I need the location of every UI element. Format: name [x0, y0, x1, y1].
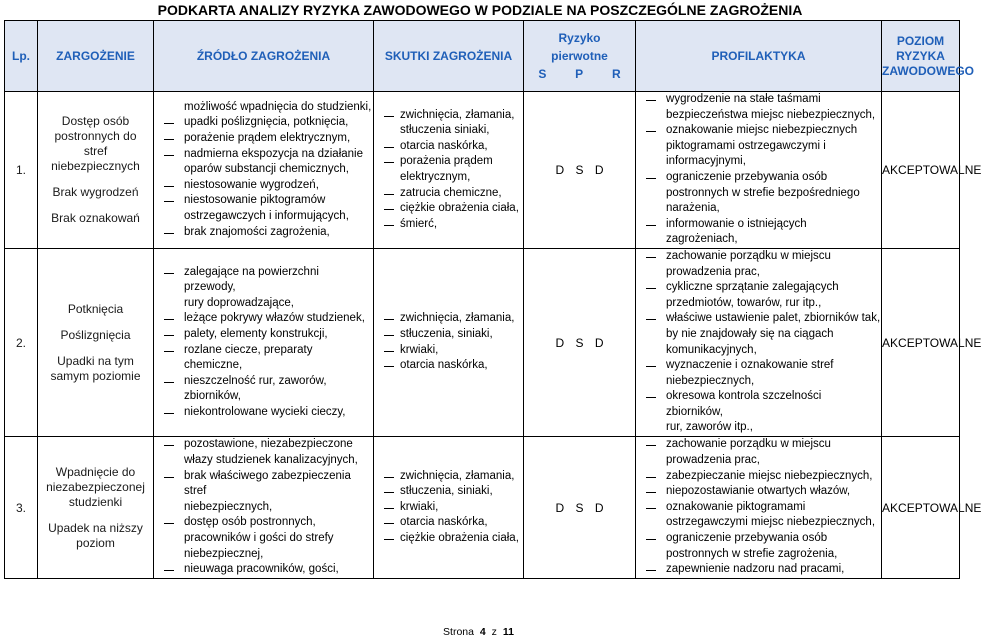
source-item: ostrzegawczych i informujących, [184, 209, 349, 222]
prevention-item: niepozostawianie otwartych włazów, [642, 484, 881, 500]
source-cell [154, 248, 374, 436]
source-item: możliwość wpadnięcia do studzienki, [184, 100, 372, 113]
row-number: 1. [5, 92, 38, 249]
prevention-cell [636, 437, 882, 579]
header-row [5, 21, 960, 92]
table-row [5, 248, 960, 436]
risk-spr: D S D [524, 437, 636, 579]
header-poziom [882, 21, 975, 92]
source-cell [154, 92, 374, 249]
source-item: dostęp osób postronnych, [160, 515, 373, 531]
hazard-cell [38, 92, 154, 249]
effect-list [374, 469, 523, 547]
source-item: niekontrolowane wycieki cieczy, [160, 405, 373, 421]
source-item: nieuwaga pracowników, gości, [160, 562, 373, 578]
header-zagrozenie: ZARGOŻENIE [38, 21, 154, 92]
prevention-item: właściwe ustawienie palet, zbiorników tak, [642, 311, 881, 327]
effect-item: zwichnięcia, złamania, [380, 108, 523, 124]
prevention-item: ograniczenie przebywania osób [642, 170, 881, 186]
prevention-item: komunikacyjnych, [666, 343, 757, 356]
header-profilaktyka: PROFILAKTYKA [636, 21, 882, 92]
effect-list [374, 108, 523, 233]
prevention-item: postronnych w strefie bezpośredniego [666, 186, 860, 199]
effect-cell [374, 248, 524, 436]
effect-item: stłuczenia siniaki, [400, 124, 490, 137]
footer-page: 4 [479, 626, 486, 638]
effect-item: śmierć, [380, 217, 523, 233]
header-poziom-line1: POZIOM RYZYKA [896, 33, 945, 63]
prevention-cell [636, 92, 882, 249]
effect-cell [374, 437, 524, 579]
effect-item: zwichnięcia, złamania, [380, 469, 523, 485]
prevention-item: przedmiotów, towarów, rur itp., [666, 296, 822, 309]
effect-item: ciężkie obrażenia ciała, [380, 531, 523, 547]
risk-level: AKCEPTOWALNE [882, 437, 960, 579]
source-list [154, 100, 373, 240]
hazard-cell [38, 437, 154, 579]
footer-total: 11 [502, 626, 514, 638]
effect-list [374, 311, 523, 373]
effect-item: stłuczenia, siniaki, [380, 484, 523, 500]
header-r: R [611, 67, 621, 81]
prevention-item: zachowanie porządku w miejscu [642, 437, 881, 453]
source-item: rozlane ciecze, preparaty chemiczne, [160, 343, 373, 374]
source-item: brak znajomości zagrożenia, [160, 225, 373, 241]
hazard-name: Upadek na niższy poziom [48, 520, 143, 550]
hazard-name: Poślizgnięcia [60, 327, 131, 342]
source-item: włazy studzienek kanalizacyjnych, [184, 453, 358, 466]
prevention-item: zachowanie porządku w miejscu [642, 249, 881, 265]
prevention-list [636, 249, 881, 436]
hazard-name: Brak oznakowań [51, 210, 140, 225]
effect-item: otarcia naskórka, [380, 358, 523, 374]
source-item: brak właściwego zabezpieczenia stref [160, 469, 373, 500]
prevention-item: postronnych w strefie zagrożenia, [666, 547, 838, 560]
header-zrodlo: ŹRÓDŁO ZAGROŻENIA [154, 21, 374, 92]
prevention-item: okresowa kontrola szczelności zbiorników, [642, 389, 881, 420]
source-item: pracowników i gości do strefy [184, 531, 334, 544]
prevention-item: ograniczenie przebywania osób [642, 531, 881, 547]
effect-item: krwiaki, [380, 500, 523, 516]
hazard-name: Brak wygrodzeń [52, 184, 139, 199]
prevention-item: prowadzenia prac, [666, 265, 760, 278]
prevention-item: narażenia, [666, 202, 720, 215]
prevention-item: bezpieczeństwa miejsc niebezpiecznych, [666, 108, 876, 121]
prevention-item: wygrodzenie na stałe taśmami [642, 92, 881, 108]
effect-item: ciężkie obrażenia ciała, [380, 201, 523, 217]
footer-strona: Strona [443, 626, 474, 638]
prevention-item: prowadzenia prac, [666, 453, 760, 466]
prevention-item: ostrzegawczymi miejsc niebezpiecznych, [666, 516, 876, 529]
table-body [5, 92, 981, 579]
hazard-name: Potknięcia [67, 301, 124, 316]
source-item: niestosowanie wygrodzeń, [160, 178, 373, 194]
prevention-item: cykliczne sprzątanie zalegających [642, 280, 881, 296]
prevention-item: informowanie o istniejących zagrożeniach, [642, 217, 881, 248]
source-list [154, 265, 373, 421]
header-p: P [575, 67, 584, 81]
prevention-item: zapewnienie nadzoru nad pracami, [642, 562, 881, 578]
source-item: leżące pokrywy włazów studzienek, [160, 311, 373, 327]
source-item: pozostawione, niezabezpieczone [160, 437, 373, 453]
header-s: S [538, 67, 547, 81]
header-spr [524, 65, 635, 83]
prevention-list [636, 437, 881, 577]
effect-item: otarcia naskórka, [380, 139, 523, 155]
table-row [5, 92, 960, 249]
effect-item: porażenia prądem [380, 154, 523, 170]
document-title: PODKARTA ANALIZY RYZYKA ZAWODOWEGO W PODZIALE NA POSZCZEGÓLNE ZAGROŻENIA [157, 2, 803, 18]
source-item: rury doprowadzające, [184, 296, 294, 309]
prevention-item: informacyjnymi, [666, 155, 746, 168]
hazard-name: Dostęp osób postronnych do stref niebezpiecznych [51, 113, 140, 173]
risk-spr: D S D [524, 92, 636, 249]
prevention-item: by nie znajdowały się na ciągach [666, 327, 834, 340]
source-item: zalegające na powierzchni przewody, [160, 265, 373, 296]
prevention-item: zabezpieczanie miejsc niebezpiecznych, [642, 469, 881, 485]
row-number: 2. [5, 248, 38, 436]
prevention-list [636, 92, 881, 248]
hazard-name: Wpadnięcie do niezabezpieczonej studzienki [46, 464, 145, 509]
effect-item: otarcia naskórka, [380, 515, 523, 531]
prevention-item: rur, zaworów itp., [666, 421, 753, 434]
source-list [154, 437, 373, 577]
header-ryzyko-line1: Ryzyko [558, 31, 601, 45]
source-item: upadki poślizgnięcia, potknięcia, [160, 115, 373, 131]
header-lp: Lp. [5, 21, 38, 92]
header-ryzyko-line2: pierwotne [551, 49, 608, 63]
source-item: palety, elementy konstrukcji, [160, 327, 373, 343]
source-item: nadmierna ekspozycja na działanie [160, 147, 373, 163]
prevention-item: wyznaczenie i oznakowanie stref [642, 358, 881, 374]
effect-item: elektrycznym, [400, 170, 471, 183]
source-item: niestosowanie piktogramów [160, 193, 373, 209]
effect-cell [374, 92, 524, 249]
source-item: oparów substancji chemicznych, [184, 163, 349, 176]
risk-spr: D S D [524, 248, 636, 436]
effect-item: stłuczenia, siniaki, [380, 327, 523, 343]
prevention-cell [636, 248, 882, 436]
footer-z: z [491, 626, 497, 638]
effect-item: krwiaki, [380, 343, 523, 359]
hazard-name: Upadki na tym samym poziomie [50, 353, 141, 383]
source-item: niebezpiecznych, [184, 500, 273, 513]
table-row [5, 437, 960, 579]
prevention-item: niebezpiecznych, [666, 374, 755, 387]
risk-level: AKCEPTOWALNE [882, 92, 960, 249]
source-item: porażenie prądem elektrycznym, [160, 131, 373, 147]
effect-item: zatrucia chemiczne, [380, 186, 523, 202]
row-number: 3. [5, 437, 38, 579]
effect-item: zwichnięcia, złamania, [380, 311, 523, 327]
prevention-item: oznakowanie piktogramami [642, 500, 881, 516]
header-poziom-line2: ZAWODOWEGO [882, 63, 975, 78]
risk-level: AKCEPTOWALNE [882, 248, 960, 436]
source-item: nieszczelność rur, zaworów, [160, 374, 373, 390]
header-ryzyko [524, 21, 636, 92]
prevention-item: piktogramami ostrzegawczymi i [666, 139, 826, 152]
source-cell [154, 437, 374, 579]
prevention-item: oznakowanie miejsc niebezpiecznych [642, 123, 881, 139]
source-item: niebezpiecznej, [184, 547, 264, 560]
hazard-cell [38, 248, 154, 436]
risk-table [4, 20, 981, 579]
page-footer [0, 626, 960, 638]
header-skutki: SKUTKI ZAGROŻENIA [374, 21, 524, 92]
source-item: zbiorników, [184, 390, 241, 403]
